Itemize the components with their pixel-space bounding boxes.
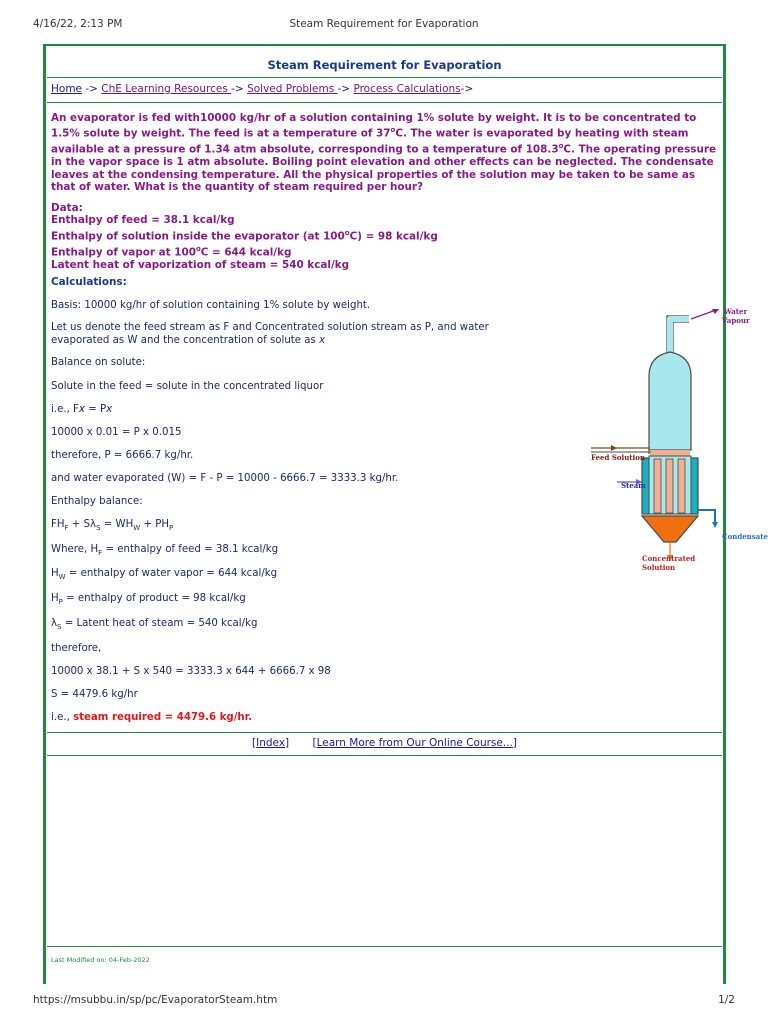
data-latent-heat: Latent heat of vaporization of steam = 540 kcal/kg [51, 258, 350, 271]
calc-water: and water evaporated (W) = F - P = 10000 - 6666.7 = 3333.3 kg/hr. [51, 473, 399, 484]
calc-hw: $H_W$ = enthalpy of water vapor = 644 kcal/kg [51, 568, 278, 582]
label-condensate: Condensate [722, 532, 768, 541]
divider [47, 77, 722, 78]
page-title: Steam Requirement for Evaporation [267, 58, 502, 72]
calc-enthalpy-equation: $FH_F + S\lambda_S = WH_W + PH_P$ [51, 519, 174, 533]
calc-eq1: 10000 x 0.01 = P x 0.015 [51, 427, 182, 438]
vapour-arrow [691, 310, 716, 319]
label-vapour: Vapour [722, 316, 750, 325]
print-url: https://msubbu.in/sp/pc/EvaporatorSteam.htm [33, 994, 278, 1006]
data-vapor-enthalpy: Enthalpy of vapor at $100^oC = 644$ kcal/kg [51, 244, 292, 259]
breadcrumb-separator: -> [85, 83, 98, 95]
calc-hp: $H_P$ = enthalpy of product = 98 kcal/kg [51, 593, 246, 607]
calc-ie: i.e., Fx = Px [51, 404, 113, 415]
calc-basis: Basis: 10000 kg/hr of solution containing 1% solute by weight. [51, 300, 371, 311]
divider [47, 755, 722, 756]
calculations-heading: Calculations: [51, 276, 127, 288]
calc-therefore: therefore, [51, 643, 102, 654]
data-feed-enthalpy: Enthalpy of feed = 38.1 kcal/kg [51, 214, 235, 227]
calc-denote: Let us denote the feed stream as F and Concentrated solution stream as P, and water evaporated as W and the concentration of solute as x [51, 322, 489, 346]
divider [47, 102, 722, 103]
index-link[interactable]: Index [256, 737, 286, 749]
calc-solute: Solute in the feed = solute in the concentrated liquor [51, 381, 324, 392]
breadcrumb-solved-link[interactable]: Solved Problems [247, 83, 338, 95]
breadcrumb-separator: -> [460, 83, 474, 95]
vessel-body [649, 352, 691, 450]
data-section [51, 202, 438, 271]
content-frame [43, 44, 768, 984]
result-highlight: steam required = 4479.6 kg/hr. [73, 712, 253, 723]
label-feed: Feed Solution [591, 453, 645, 462]
breadcrumb-separator: -> [231, 83, 244, 95]
learn-more-link[interactable]: Learn More from Our Online Course... [316, 737, 513, 749]
last-modified: Last Modified on: 04-Feb-2022 [51, 956, 150, 964]
calc-s-value: S = 4479.6 kg/hr [51, 689, 138, 700]
divider [47, 946, 722, 947]
data-solution-enthalpy: Enthalpy of solution inside the evaporator (at $100^oC) = 98$ kcal/kg [51, 228, 438, 243]
condensate-line [698, 510, 715, 522]
breadcrumb [51, 83, 473, 95]
print-footer [33, 994, 735, 1006]
calc-balance-heading: Balance on solute: [51, 357, 146, 368]
label-water: Water [724, 307, 748, 316]
label-solution: Solution [642, 563, 676, 572]
label-steam: Steam [621, 481, 646, 490]
data-heading: Data: [51, 202, 83, 214]
problem-statement: An evaporator is fed with10000 kg/hr of a solution containing 1% solute by weight. It is to be concentrated to 1.5% solute by weight. The feed is at a temperature of 37$^o$C. The water is evaporated by heating with steam available at a pressure of 1.34 atm absolute, corresponding to a temperature of 108.3$^o$C. The operating pressure in the vapor space is 1 atm absolute. Boiling point elevation and other effects can be neglected. The condensate leaves at the condensing temperature. All the physical properties of the solution may be taken to be same as that of water. What is the quantity of steam required per hour? [51, 112, 717, 193]
calc-therefore-p: therefore, P = 6666.7 kg/hr. [51, 450, 194, 461]
calc-result: i.e., steam required = 4479.6 kg/hr. [51, 712, 253, 723]
breadcrumb-home-link[interactable]: Home [51, 83, 83, 95]
label-concentrated: Concentrated [642, 554, 696, 563]
divider [47, 732, 722, 733]
calc-eq2: 10000 x 38.1 + S x 540 = 3333.3 x 644 + 6666.7 x 98 [51, 666, 331, 677]
breadcrumb-separator: -> [337, 83, 351, 95]
breadcrumb-process-link[interactable]: Process Calculations [353, 83, 461, 95]
print-page-title: Steam Requirement for Evaporation [289, 18, 479, 30]
breadcrumb-che-link[interactable]: ChE Learning Resources [101, 83, 232, 95]
print-page-number: 1/2 [718, 994, 735, 1006]
evaporator-diagram [541, 302, 768, 572]
calc-hf: Where, $H_F$ = enthalpy of feed = 38.1 kcal/kg [51, 544, 279, 558]
bottom-nav: [Index] [Learn More from Our Online Course...] [252, 737, 517, 749]
calc-enthalpy-heading: Enthalpy balance: [51, 496, 143, 507]
print-timestamp: 4/16/22, 2:13 PM [33, 18, 123, 30]
calc-latent: $\lambda_S$ = Latent heat of steam = 540 kcal/kg [51, 618, 258, 632]
